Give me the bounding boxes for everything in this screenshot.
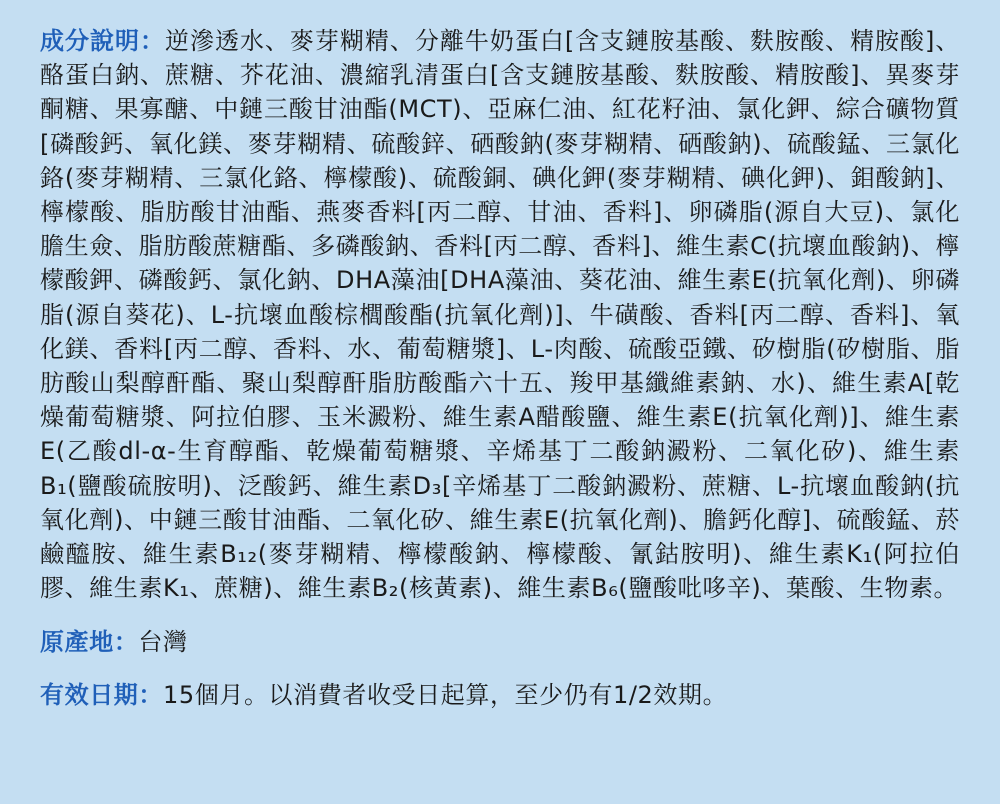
- origin-label: 原產地: [40, 628, 114, 657]
- ingredients-section: [40, 24, 960, 605]
- expiry-label: 有效日期: [40, 680, 139, 709]
- expiry-section: [40, 678, 960, 712]
- expiry-text: 15個月。以消費者收受日起算，至少仍有1/2效期。: [163, 680, 728, 709]
- origin-section: [40, 625, 960, 659]
- ingredients-colon: ：: [139, 27, 165, 55]
- ingredients-text: 逆滲透水、麥芽糊精、分離牛奶蛋白[含支鏈胺基酸、麩胺酸、精胺酸]、酪蛋白鈉、蔗糖、芥花油、濃縮乳清蛋白[含支鏈胺基酸、麩胺酸、精胺酸]、異麥芽酮糖、果寡醣、中鏈三酸甘油酯(MCT)、亞麻仁油、紅花籽油、氯化鉀、綜合礦物質[磷酸鈣、氧化鎂、麥芽糊精、硫酸鋅、硒酸鈉(麥芽糊精、硒酸鈉)、硫酸錳、三氯化鉻(麥芽糊精、三氯化鉻、檸檬酸)、硫酸銅、碘化鉀(麥芽糊精、碘化鉀)、鉬酸鈉]、檸檬酸、脂肪酸甘油酯、燕麥香料[丙二醇、甘油、香料]、卵磷脂(源自大豆)、氯化膽生僉、脂肪酸蔗糖酯、多磷酸鈉、香料[丙二醇、香料]、維生素C(抗壞血酸鈉)、檸檬酸鉀、磷酸鈣、氯化鈉、DHA藻油[DHA藻油、葵花油、維生素E(抗氧化劑)、卵磷脂(源自葵花)、L-抗壞血酸棕櫚酸酯(抗氧化劑)]、牛磺酸、香料[丙二醇、香料]、氧化鎂、香料[丙二醇、香料、水、葡萄糖漿]、L-肉酸、硫酸亞鐵、矽樹脂(矽樹脂、脂肪酸山梨醇酐酯、聚山梨醇酐脂肪酸酯六十五、羧甲基纖維素鈉、水)、維生素A[乾燥葡萄糖漿、阿拉伯膠、玉米澱粉、維生素A醋酸鹽、維生素E(抗氧化劑)]、維生素E(乙酸dl-α-生育醇酯、乾燥葡萄糖漿、辛烯基丁二酸鈉澱粉、二氧化矽)、維生素B₁(鹽酸硫胺明)、泛酸鈣、維生素D₃[辛烯基丁二酸鈉澱粉、蔗糖、L-抗壞血酸鈉(抗氧化劑)、中鏈三酸甘油酯、二氧化矽、維生素E(抗氧化劑)、膽鈣化醇]、硫酸錳、菸鹼醯胺、維生素B₁₂(麥芽糊精、檸檬酸鈉、檸檬酸、氰鈷胺明)、維生素K₁(阿拉伯膠、維生素K₁、蔗糖)、維生素B₂(核黃素)、維生素B₆(鹽酸吡哆辛)、葉酸、生物素。: [40, 27, 960, 603]
- ingredients-label: 成分說明: [40, 27, 140, 55]
- origin-colon: ：: [113, 628, 139, 657]
- expiry-colon: ：: [138, 680, 164, 709]
- origin-text: 台灣: [138, 628, 188, 657]
